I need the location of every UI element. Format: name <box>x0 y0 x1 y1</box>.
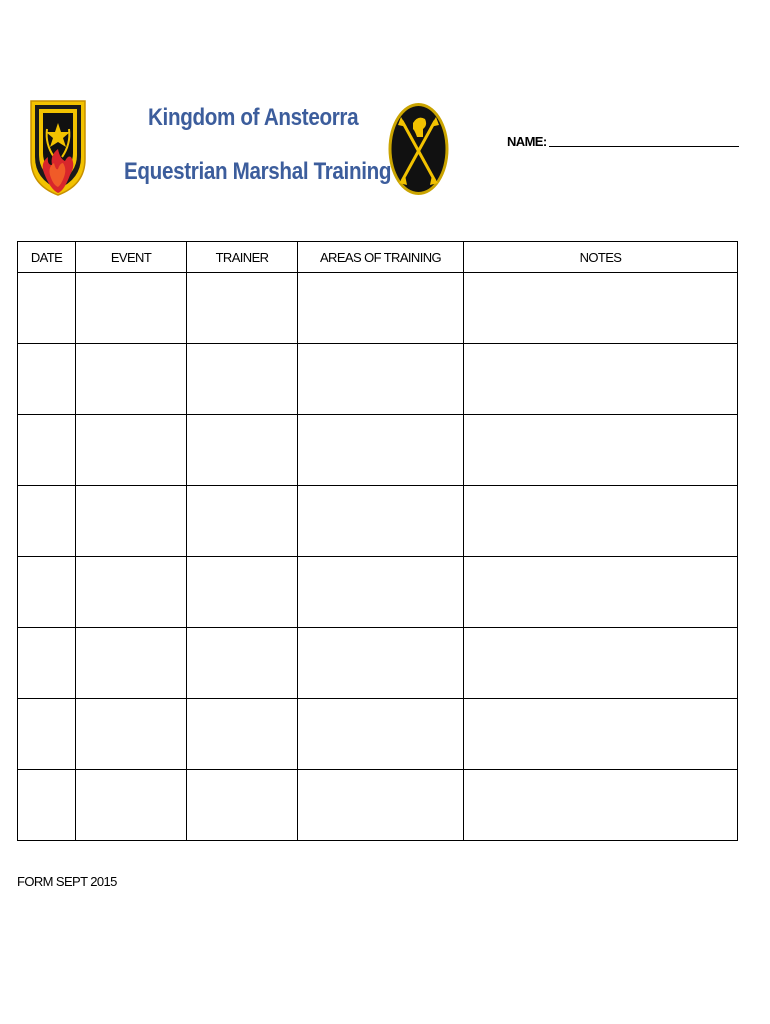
date-cell[interactable] <box>18 770 76 841</box>
event-cell[interactable] <box>76 557 187 628</box>
date-cell[interactable] <box>18 557 76 628</box>
table-row <box>18 628 738 699</box>
areas-cell[interactable] <box>298 770 464 841</box>
trainer-cell[interactable] <box>187 628 298 699</box>
notes-cell[interactable] <box>464 770 738 841</box>
column-header-date: DATE <box>18 242 76 273</box>
form-version-note: FORM SEPT 2015 <box>17 874 117 889</box>
date-cell[interactable] <box>18 415 76 486</box>
training-log-table <box>17 241 738 841</box>
kingdom-title: Kingdom of Ansteorra <box>148 104 359 131</box>
column-header-event: EVENT <box>76 242 187 273</box>
trainer-cell[interactable] <box>187 557 298 628</box>
trainer-cell[interactable] <box>187 273 298 344</box>
table-row <box>18 344 738 415</box>
event-cell[interactable] <box>76 628 187 699</box>
table-row <box>18 770 738 841</box>
table-row <box>18 415 738 486</box>
trainer-cell[interactable] <box>187 415 298 486</box>
areas-cell[interactable] <box>298 699 464 770</box>
notes-cell[interactable] <box>464 628 738 699</box>
notes-cell[interactable] <box>464 486 738 557</box>
notes-cell[interactable] <box>464 557 738 628</box>
trainer-cell[interactable] <box>187 770 298 841</box>
notes-cell[interactable] <box>464 415 738 486</box>
equestrian-marshal-seal-icon <box>387 101 450 197</box>
name-field-row <box>507 129 739 149</box>
date-cell[interactable] <box>18 486 76 557</box>
table-row <box>18 699 738 770</box>
form-title: Equestrian Marshal Training <box>124 158 392 185</box>
notes-cell[interactable] <box>464 273 738 344</box>
event-cell[interactable] <box>76 273 187 344</box>
column-header-areas-of-training: AREAS OF TRAINING <box>298 242 464 273</box>
table-header-row <box>18 242 738 273</box>
areas-cell[interactable] <box>298 415 464 486</box>
table-row <box>18 557 738 628</box>
areas-cell[interactable] <box>298 344 464 415</box>
event-cell[interactable] <box>76 344 187 415</box>
areas-cell[interactable] <box>298 557 464 628</box>
name-label: NAME: <box>507 134 547 149</box>
trainer-cell[interactable] <box>187 699 298 770</box>
notes-cell[interactable] <box>464 699 738 770</box>
notes-cell[interactable] <box>464 344 738 415</box>
trainer-cell[interactable] <box>187 344 298 415</box>
event-cell[interactable] <box>76 770 187 841</box>
kingdom-crest-icon <box>30 99 86 197</box>
event-cell[interactable] <box>76 415 187 486</box>
date-cell[interactable] <box>18 628 76 699</box>
areas-cell[interactable] <box>298 628 464 699</box>
table-row <box>18 273 738 344</box>
name-field[interactable] <box>549 130 739 147</box>
column-header-notes: NOTES <box>464 242 738 273</box>
areas-cell[interactable] <box>298 486 464 557</box>
column-header-trainer: TRAINER <box>187 242 298 273</box>
trainer-cell[interactable] <box>187 486 298 557</box>
date-cell[interactable] <box>18 344 76 415</box>
table-row <box>18 486 738 557</box>
event-cell[interactable] <box>76 699 187 770</box>
date-cell[interactable] <box>18 273 76 344</box>
date-cell[interactable] <box>18 699 76 770</box>
event-cell[interactable] <box>76 486 187 557</box>
areas-cell[interactable] <box>298 273 464 344</box>
